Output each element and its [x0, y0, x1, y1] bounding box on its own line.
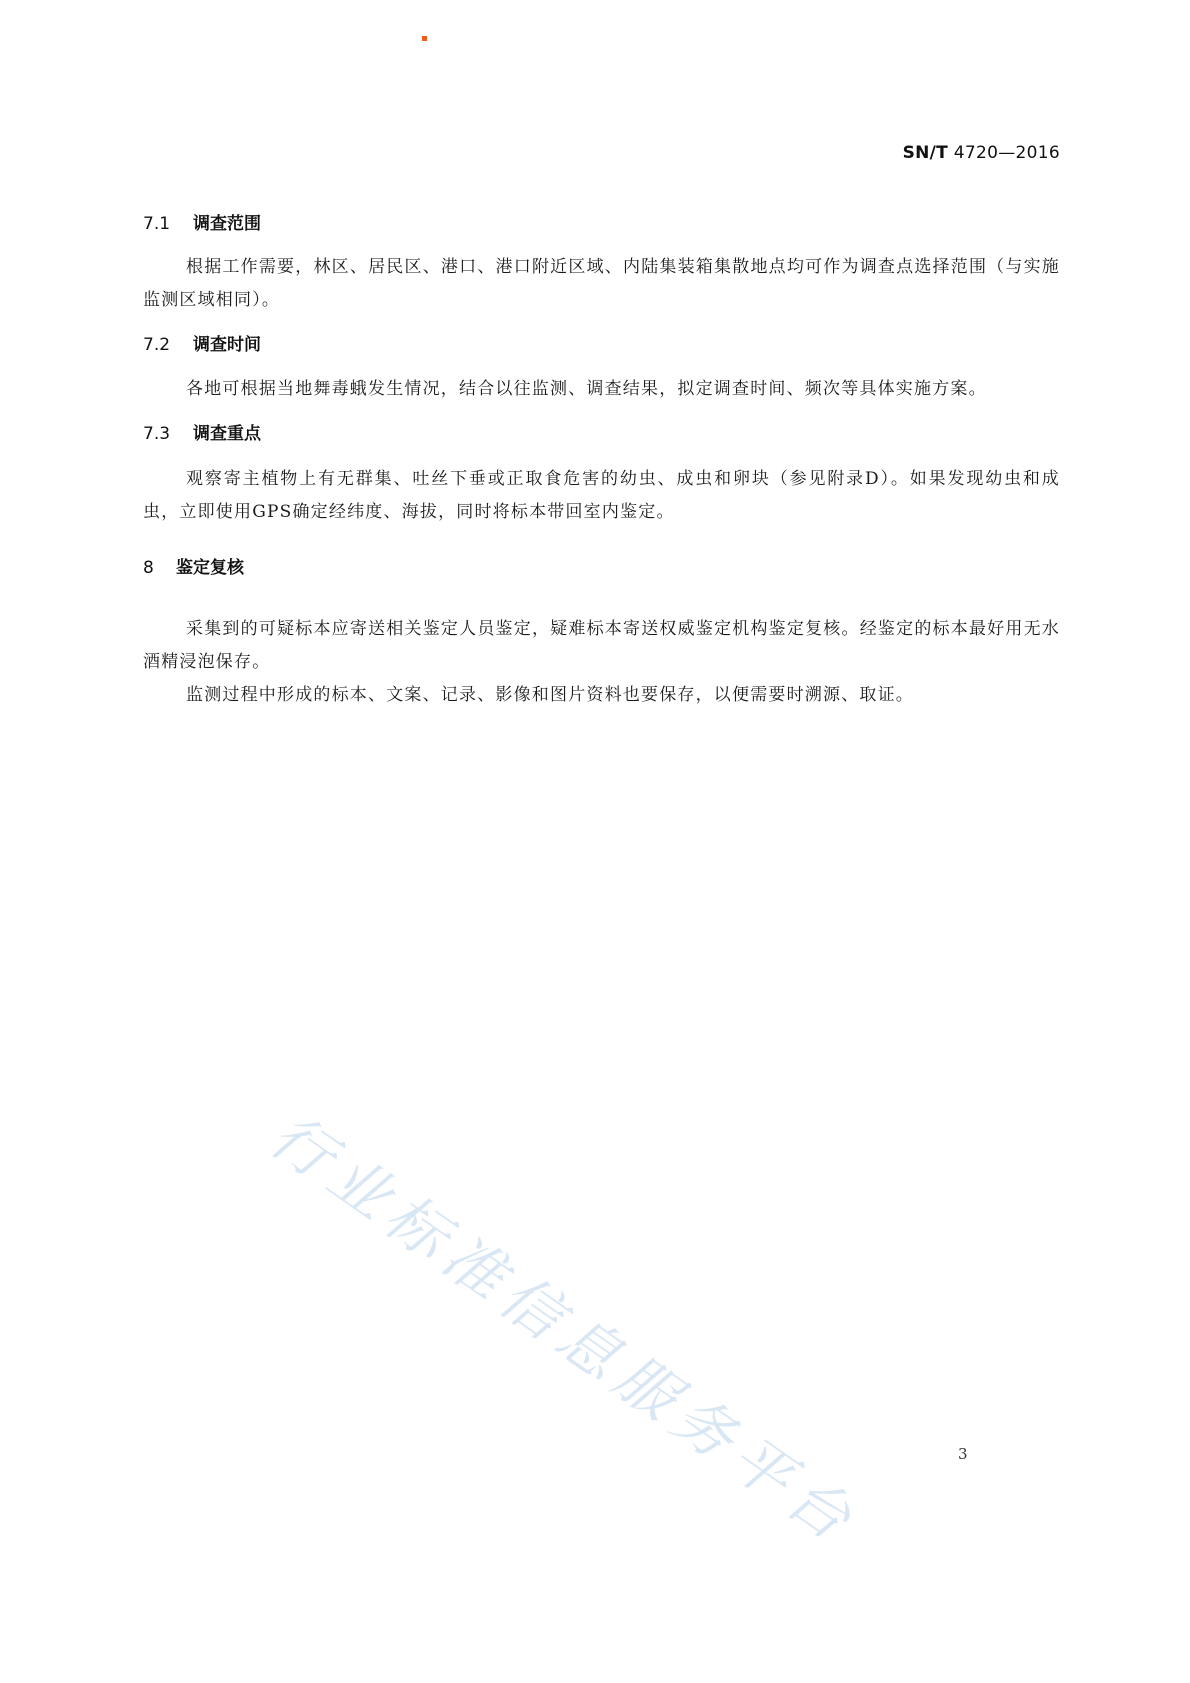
section-heading-8 [143, 556, 1060, 580]
section-number: 7.1 [143, 214, 171, 234]
page-number: 3 [958, 1445, 968, 1463]
section-heading-7-1 [143, 212, 1060, 236]
section-title: 调查重点 [193, 424, 261, 444]
document-number: 4720—2016 [953, 143, 1060, 163]
section-paragraph-8-1: 采集到的可疑标本应寄送相关鉴定人员鉴定，疑难标本寄送权威鉴定机构鉴定复核。经鉴定的标本最好用无水酒精浸泡保存。 [143, 619, 1060, 672]
section-paragraph-7-1: 根据工作需要，林区、居民区、港口、港口附近区域、内陆集装箱集散地点均可作为调查点选择范围（与实施监测区域相同）。 [143, 257, 1060, 310]
top-mark [422, 36, 427, 41]
section-title: 调查时间 [193, 335, 261, 355]
watermark: 行业标准信息服务平台 [257, 1100, 871, 1560]
section-title: 鉴定复核 [176, 558, 244, 578]
section-number: 8 [143, 558, 154, 578]
section-title: 调查范围 [193, 214, 261, 234]
document-prefix: SN/T [902, 143, 949, 163]
section-number: 7.2 [143, 335, 171, 355]
section-heading-7-3 [143, 422, 1060, 446]
section-number: 7.3 [143, 424, 171, 444]
section-heading-7-2 [143, 333, 1060, 357]
section-paragraph-8-2: 监测过程中形成的标本、文案、记录、影像和图片资料也要保存，以便需要时溯源、取证。 [186, 685, 914, 705]
document-code [903, 143, 1060, 163]
section-paragraph-7-2: 各地可根据当地舞毒蛾发生情况，结合以往监测、调查结果，拟定调查时间、频次等具体实施方案。 [186, 379, 987, 399]
section-paragraph-7-3: 观察寄主植物上有无群集、吐丝下垂或正取食危害的幼虫、成虫和卵块（参见附录D）。如果发现幼虫和成虫，立即使用GPS确定经纬度、海拔，同时将标本带回室内鉴定。 [143, 469, 1060, 522]
document-body [143, 212, 1060, 712]
